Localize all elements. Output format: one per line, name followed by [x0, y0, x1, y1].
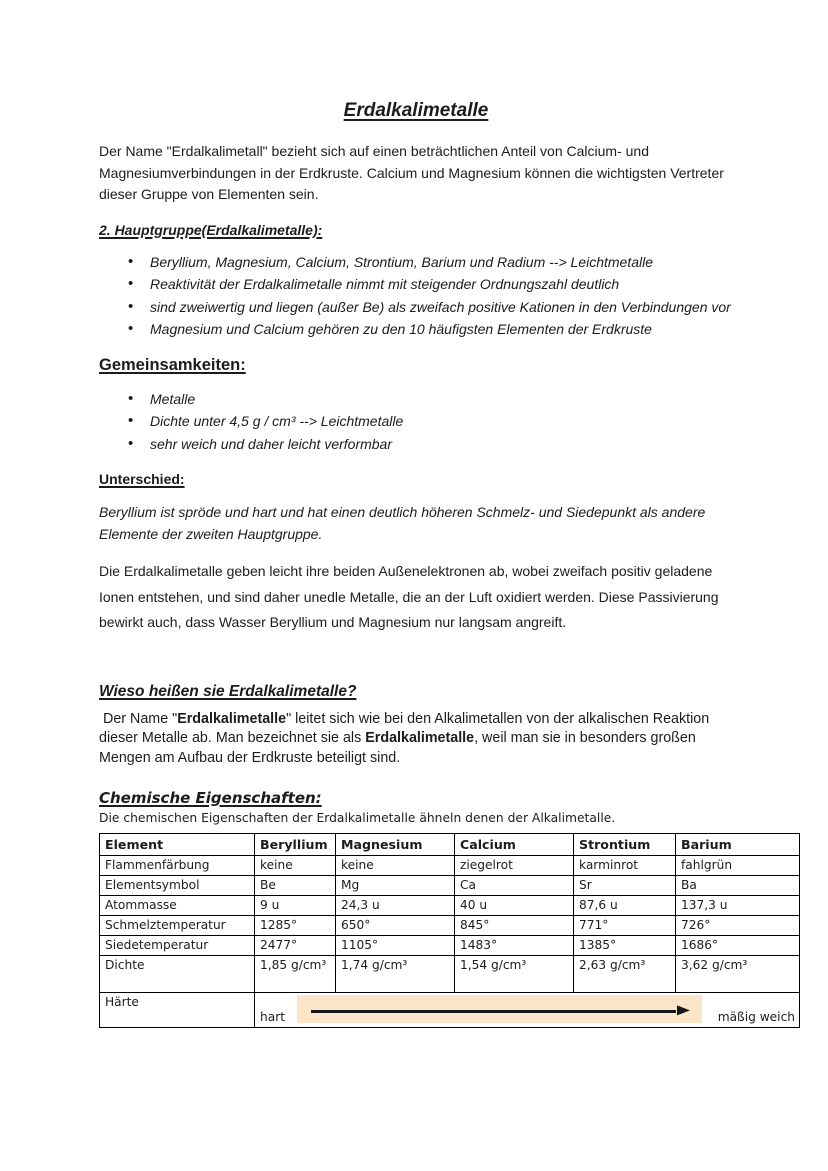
column-header: Barium	[676, 834, 800, 856]
table-cell: keine	[255, 856, 336, 876]
table-cell: 87,6 u	[574, 896, 676, 916]
wieso-paragraph	[99, 710, 733, 769]
heading-wieso: Wieso heißen sie Erdalkalimetalle?	[99, 682, 357, 700]
column-header: Element	[100, 834, 255, 856]
table-cell: 1686°	[676, 936, 800, 956]
list-item: • Magnesium und Calcium gehören zu den 10 häufigsten Elementen der Erdkruste	[150, 318, 733, 341]
heading-unterschied: Unterschied:	[99, 471, 185, 487]
wieso-text: Der Name "	[103, 710, 178, 727]
row-label: Flammenfärbung	[100, 856, 255, 876]
row-label: Dichte	[100, 956, 255, 993]
row-label: Siedetemperatur	[100, 936, 255, 956]
haerte-scale-cell	[255, 993, 800, 1028]
chemie-section	[99, 789, 795, 1028]
table-row	[100, 876, 800, 896]
wieso-bold-term: Erdalkalimetalle	[177, 710, 287, 727]
chemie-subtext: Die chemischen Eigenschaften der Erdalkalimetalle ähneln denen der Alkalimetalle.	[99, 811, 616, 825]
scale-right-label: mäßig weich	[717, 1010, 795, 1024]
table-cell: ziegelrot	[455, 856, 574, 876]
hauptgruppe-bullet-list	[99, 251, 733, 341]
table-cell: 9 u	[255, 896, 336, 916]
table-row	[100, 856, 800, 876]
list-item: • Metalle	[150, 388, 733, 411]
table-cell: 650°	[336, 916, 455, 936]
table-cell: 3,62 g/cm³	[676, 956, 800, 993]
right-arrow-icon	[311, 1010, 676, 1013]
table-cell: Be	[255, 876, 336, 896]
table-cell: fahlgrün	[676, 856, 800, 876]
document-content	[99, 0, 795, 1028]
wieso-bold-term: Erdalkalimetalle	[365, 730, 475, 746]
heading-hauptgruppe: 2. Hauptgruppe(Erdalkalimetalle):	[99, 221, 323, 238]
column-header: Beryllium	[255, 834, 336, 856]
heading-gemeinsamkeiten: Gemeinsamkeiten:	[99, 355, 246, 374]
list-item: • Dichte unter 4,5 g / cm³ --> Leichtmetalle	[150, 410, 733, 433]
list-item: • Beryllium, Magnesium, Calcium, Strontium, Barium und Radium --> Leichtmetalle	[150, 251, 733, 274]
list-item: • Reaktivität der Erdalkalimetalle nimmt mit steigender Ordnungszahl deutlich	[150, 273, 733, 296]
table-header-row	[100, 834, 800, 856]
table-row-haerte	[100, 993, 800, 1028]
intro-paragraph: Der Name "Erdalkalimetall" bezieht sich auf einen beträchtlichen Anteil von Calcium- und Magnesiumverbindungen in der Erdkruste. Calcium und Magnesium können die wichtigsten Vertreter dieser Gruppe von Elementen sein.	[99, 143, 724, 202]
wieso-text: , weil man sie in besonders großen Mengen am Aufbau der Erdkruste beteiligt sind.	[99, 730, 696, 766]
table-cell: 1105°	[336, 936, 455, 956]
list-item: • sehr weich und daher leicht verformbar	[150, 433, 733, 456]
table-cell: 40 u	[455, 896, 574, 916]
arrow-highlight	[297, 995, 702, 1023]
table-cell: 1385°	[574, 936, 676, 956]
table-cell: 2477°	[255, 936, 336, 956]
column-header: Magnesium	[336, 834, 455, 856]
table-cell: 1,74 g/cm³	[336, 956, 455, 993]
scale-left-label: hart	[260, 1010, 285, 1024]
table-cell: 726°	[676, 916, 800, 936]
table-cell: 1483°	[455, 936, 574, 956]
unterschied-paragraph: Beryllium ist spröde und hart und hat einen deutlich höheren Schmelz- und Siedepunkt als andere Elemente der zweiten Hauptgruppe.	[99, 504, 706, 542]
table-row	[100, 956, 800, 993]
column-header: Calcium	[455, 834, 574, 856]
table-cell: 2,63 g/cm³	[574, 956, 676, 993]
table-cell: Ca	[455, 876, 574, 896]
table-cell: 771°	[574, 916, 676, 936]
table-cell: Ba	[676, 876, 800, 896]
table-cell: Sr	[574, 876, 676, 896]
table-cell: keine	[336, 856, 455, 876]
table-row	[100, 916, 800, 936]
wieso-text: " leitet sich wie bei den Alkalimetallen von der alkalischen Reaktion dieser Metalle ab. Man bezeichnet sie als	[99, 710, 710, 746]
column-header: Strontium	[574, 834, 676, 856]
table-cell: 845°	[455, 916, 574, 936]
row-label: Härte	[100, 993, 255, 1028]
table-cell: 1285°	[255, 916, 336, 936]
row-label: Atommasse	[100, 896, 255, 916]
table-cell: 24,3 u	[336, 896, 455, 916]
gemeinsamkeiten-bullet-list	[99, 388, 733, 456]
table-cell: 137,3 u	[676, 896, 800, 916]
table-row	[100, 896, 800, 916]
element-properties-table	[99, 833, 800, 1028]
table-row	[100, 936, 800, 956]
list-item: • sind zweiwertig und liegen (außer Be) als zweifach positive Kationen in den Verbindungen vor	[150, 296, 733, 319]
passivierung-paragraph: Die Erdalkalimetalle geben leicht ihre beiden Außenelektronen ab, wobei zweifach positiv geladene Ionen entstehen, und sind daher unedle Metalle, die an der Luft oxidiert werden. Diese Passivierung bewirkt auch, dass Wasser Beryllium und Magnesium nur langsam angreift.	[99, 563, 719, 630]
table-cell: 1,85 g/cm³	[255, 956, 336, 993]
row-label: Elementsymbol	[100, 876, 255, 896]
row-label: Schmelztemperatur	[100, 916, 255, 936]
table-cell: 1,54 g/cm³	[455, 956, 574, 993]
heading-chemische-eigenschaften: Chemische Eigenschaften:	[99, 789, 322, 807]
page-title: Erdalkalimetalle	[343, 100, 489, 121]
table-cell: Mg	[336, 876, 455, 896]
table-cell: karminrot	[574, 856, 676, 876]
right-arrow-head-icon	[677, 1006, 690, 1016]
